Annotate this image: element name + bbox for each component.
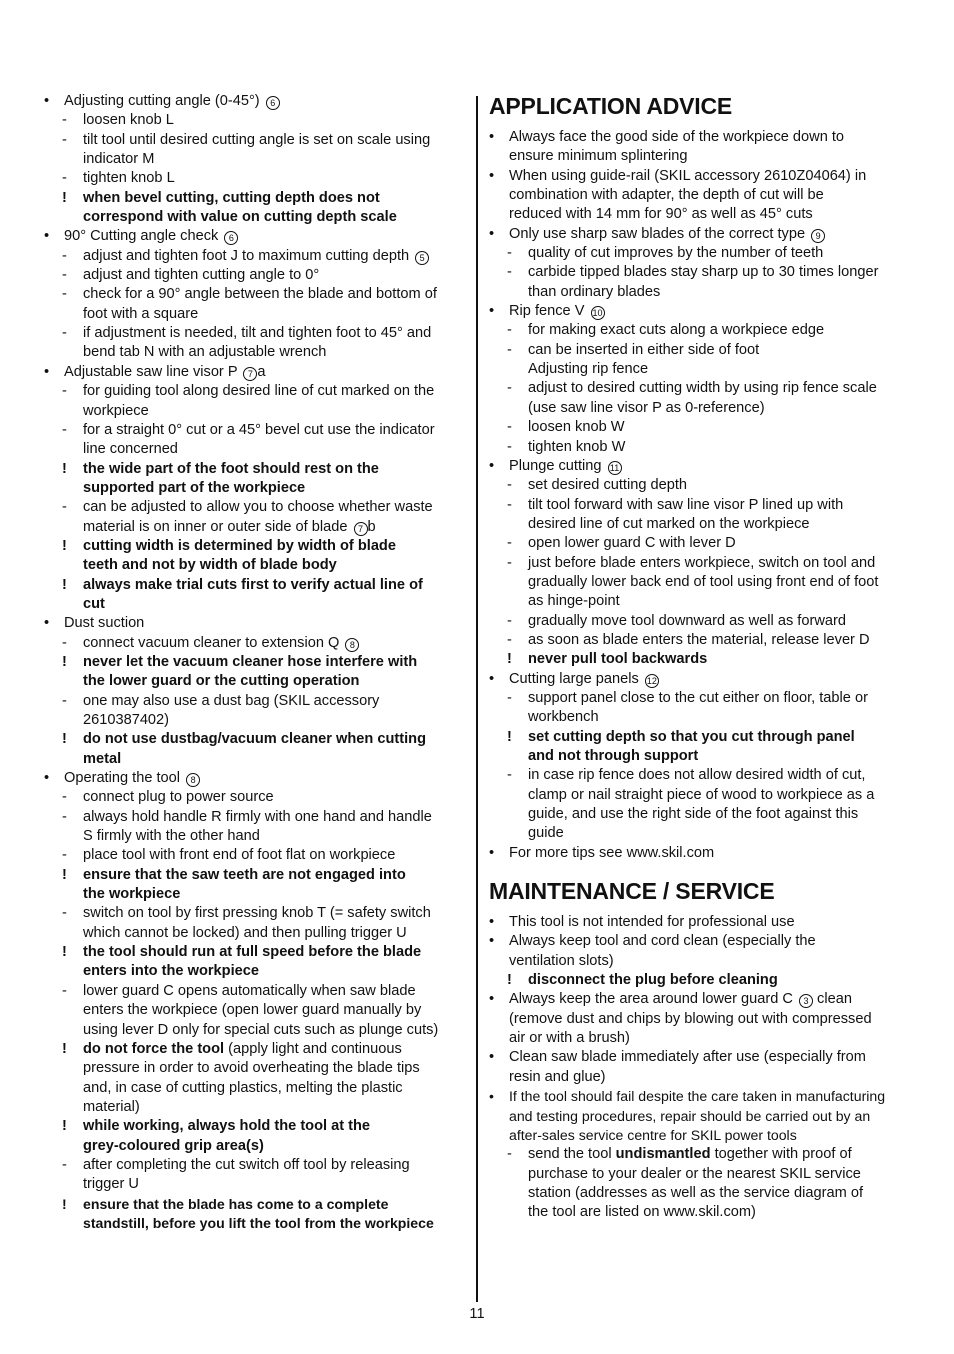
circled-figure-number-icon: 9 [811, 229, 825, 243]
circled-figure-number-icon: 8 [345, 638, 359, 652]
dash-marker: - [62, 789, 67, 806]
sub-item [42, 324, 468, 363]
item-text: send the tool [528, 1146, 616, 1163]
list-item [42, 92, 468, 111]
bullet-marker: • [44, 93, 50, 109]
sub-item [42, 634, 468, 653]
item-text: (apply light and continuous [224, 1040, 402, 1057]
list-item [487, 167, 915, 225]
sub-item [487, 534, 915, 553]
sub-item [42, 982, 468, 1040]
item-text: in case rip fence does not allow desired width of cut, [528, 767, 866, 784]
item-text: Only use sharp saw blades of the correct type [509, 225, 806, 242]
item-text: which cannot be locked) and then pulling trigger U [83, 924, 407, 941]
circled-figure-number-icon: 7 [354, 522, 368, 536]
item-text: can be adjusted to allow you to choose whether waste [83, 499, 433, 516]
bullet-marker: • [489, 1049, 495, 1066]
item-text: disconnect the plug before cleaning [528, 972, 778, 989]
bullet-marker: • [489, 303, 495, 320]
sub-item [42, 285, 468, 324]
item-text: 90° Cutting angle check [64, 228, 219, 245]
dash-marker: - [62, 1156, 67, 1173]
warning-marker: ! [62, 537, 67, 554]
item-text: workpiece [83, 402, 149, 419]
item-text: loosen knob W [528, 419, 625, 436]
list-item [42, 769, 468, 788]
item-text: Operating the tool [64, 770, 181, 787]
item-text: Cutting large panels [509, 670, 639, 687]
item-text: set cutting depth so that you cut through panel [528, 728, 855, 745]
dash-marker: - [62, 808, 67, 825]
item-text: always make trial cuts first to verify actual line of [83, 576, 423, 593]
dash-marker: - [507, 767, 512, 784]
page-number: 11 [469, 1306, 485, 1322]
item-text: if adjustment is needed, tilt and tighten foot to 45° and [83, 325, 432, 342]
item-text: the tool should run at full speed before the blade [83, 944, 422, 961]
item-text: always hold handle R firmly with one hand and handle [83, 808, 432, 825]
sub-item [42, 846, 468, 865]
emphasis-text: undismantled [615, 1146, 711, 1163]
bullet-marker: • [489, 844, 495, 861]
warning-marker: ! [507, 972, 512, 989]
dash-marker: - [507, 689, 512, 706]
list-item [487, 844, 915, 863]
item-text: Dust suction [64, 615, 145, 632]
item-text: gradually move tool downward as well as forward [528, 612, 846, 629]
warning-marker: ! [62, 189, 67, 206]
warning-marker: ! [62, 1040, 67, 1057]
sub-item [487, 418, 915, 437]
figure-suffix: b [367, 518, 376, 535]
circled-figure-number-icon: 6 [266, 96, 280, 110]
dash-marker: - [507, 631, 512, 648]
bullet-marker: • [489, 167, 495, 184]
dash-marker: - [507, 554, 512, 571]
figure-suffix: a [257, 363, 266, 380]
dash-marker: - [62, 383, 67, 400]
item-text: bend tab N with an adjustable wrench [83, 344, 327, 361]
warning-item [42, 189, 468, 228]
sub-item [42, 382, 468, 421]
item-text: ensure that the blade has come to a complete [83, 1195, 389, 1212]
item-text: Always face the good side of the workpiece down to [509, 129, 845, 145]
dash-marker: - [62, 905, 67, 922]
item-text: desired line of cut marked on the workpiece [528, 515, 810, 532]
item-text: while working, always hold the tool at the [83, 1118, 371, 1135]
warning-marker: ! [507, 651, 512, 668]
item-text: the workpiece [83, 886, 181, 903]
dash-marker: - [507, 438, 512, 455]
item-text: correspond with value on cutting depth scale [83, 209, 397, 226]
dash-marker: - [507, 341, 512, 358]
dash-marker: - [507, 419, 512, 436]
sub-item [42, 111, 468, 130]
warning-item [42, 730, 468, 769]
sub-item [487, 496, 915, 535]
dash-marker: - [507, 380, 512, 397]
warning-marker: ! [62, 731, 67, 748]
item-text: S firmly with the other hand [83, 828, 260, 845]
item-text: supported part of the workpiece [83, 479, 306, 496]
sub-item [42, 247, 468, 266]
warning-item [42, 653, 468, 692]
left-column [42, 92, 468, 1233]
item-text: combination with adapter, the depth of cut will be [509, 187, 824, 204]
bullet-marker: • [489, 933, 495, 950]
dash-marker: - [62, 692, 67, 709]
item-text: Rip fence V [509, 303, 585, 320]
item-text: Adjusting rip fence [528, 361, 649, 378]
bullet-marker: • [489, 914, 495, 931]
dash-marker: - [62, 267, 67, 284]
warning-marker: ! [62, 653, 67, 670]
sub-item [487, 766, 915, 843]
dash-marker: - [507, 535, 512, 552]
item-text: Adjustable saw line visor P [64, 363, 238, 380]
item-text: tilt tool until desired cutting angle is set on scale using [83, 131, 431, 148]
item-text: than ordinary blades [528, 283, 661, 300]
sub-item [487, 631, 915, 650]
list-item [487, 457, 915, 476]
item-text: purchase to your dealer or the nearest SKIL service [528, 1165, 861, 1182]
item-text: adjust to desired cutting width by using rip fence scale [528, 380, 877, 397]
item-text: Always keep the area around lower guard C [509, 991, 793, 1008]
item-text: ensure that the saw teeth are not engaged into [83, 866, 406, 883]
item-text: enters the workpiece (open lower guard manually by [83, 1002, 422, 1019]
bullet-marker: • [44, 615, 50, 632]
circled-figure-number-icon: 7 [243, 367, 257, 381]
item-text: When using guide-rail (SKIL accessory 2610Z04064) in [509, 167, 867, 184]
sub-item [487, 476, 915, 495]
item-text: metal [83, 750, 122, 767]
column-divider [476, 96, 478, 1302]
bullet-marker: • [44, 363, 50, 380]
item-text: for guiding tool along desired line of cut marked on the [83, 383, 435, 400]
sub-item [487, 244, 915, 263]
item-text: the wide part of the foot should rest on the [83, 460, 379, 477]
item-text: using lever D only for special cuts such as plunge cuts) [83, 1021, 439, 1038]
item-text: clean [813, 991, 852, 1008]
dash-marker: - [62, 170, 67, 187]
circled-figure-number-icon: 11 [608, 461, 622, 475]
sub-item [487, 438, 915, 457]
item-text: can be inserted in either side of foot [528, 341, 760, 358]
item-text: Always keep tool and cord clean (especially the [509, 933, 816, 950]
dash-marker: - [62, 325, 67, 342]
circled-figure-number-icon: 8 [186, 773, 200, 787]
dash-marker: - [507, 477, 512, 494]
sub-item [487, 263, 915, 302]
emphasis-text: do not force the tool [83, 1040, 225, 1057]
dash-marker: - [507, 322, 512, 339]
warning-marker: ! [62, 1118, 67, 1135]
warning-item [42, 460, 468, 499]
item-text: Plunge cutting [509, 457, 602, 474]
item-text: This tool is not intended for professional use [509, 914, 795, 931]
item-text: tilt tool forward with saw line visor P lined up with [528, 496, 844, 513]
section-heading: APPLICATION ADVICE [489, 93, 733, 119]
item-text: when bevel cutting, cutting depth does not [83, 189, 380, 206]
item-text: quality of cut improves by the number of teeth [528, 245, 824, 262]
item-text: clamp or nail straight piece of wood to workpiece as a [528, 786, 875, 803]
sub-item [487, 554, 915, 612]
warning-item [42, 537, 468, 576]
warning-item [487, 650, 915, 669]
item-text: (use saw line visor P as 0-reference) [528, 399, 765, 416]
item-text: (remove dust and chips by blowing out with compressed [509, 1010, 872, 1027]
dash-marker: - [62, 499, 67, 516]
sub-item [42, 266, 468, 285]
sub-item [42, 788, 468, 807]
item-text: indicator M [83, 151, 155, 168]
item-text: just before blade enters workpiece, switch on tool and [528, 554, 876, 571]
dash-marker: - [62, 982, 67, 999]
item-text: connect plug to power source [83, 789, 274, 806]
warning-item [42, 866, 468, 905]
item-text: the tool are listed on www.skil.com) [528, 1204, 756, 1221]
item-text: for making exact cuts along a workpiece edge [528, 322, 825, 339]
item-text: teeth and not by width of blade body [83, 557, 337, 574]
warning-marker: ! [62, 576, 67, 593]
warning-item [42, 1117, 468, 1156]
section-heading: MAINTENANCE / SERVICE [489, 878, 775, 905]
item-text: place tool with front end of foot flat on workpiece [83, 847, 396, 864]
dash-marker: - [62, 247, 67, 264]
right-column [487, 92, 915, 1223]
item-text: and, in case of cutting plastics, melting the plastic [83, 1079, 403, 1096]
bullet-marker: • [489, 129, 495, 145]
item-text: after-sales service centre for SKIL power tools [509, 1126, 797, 1143]
item-text: resin and glue) [509, 1068, 606, 1085]
item-text: air or with a brush) [509, 1030, 630, 1047]
item-text: open lower guard C with lever D [528, 535, 736, 552]
subheading-text [487, 360, 915, 379]
item-text: one may also use a dust bag (SKIL accessory [83, 692, 380, 709]
item-text: guide [528, 825, 564, 842]
item-text: adjust and tighten cutting angle to 0° [83, 267, 320, 284]
item-text: as soon as blade enters the material, release lever D [528, 631, 870, 648]
warning-marker: ! [62, 866, 67, 883]
item-text: For more tips see www.skil.com [509, 844, 715, 861]
item-text: lower guard C opens automatically when saw blade [83, 982, 416, 999]
item-text: check for a 90° angle between the blade and bottom of [83, 286, 437, 303]
list-item [487, 1087, 915, 1145]
item-text: 2610387402) [83, 712, 170, 728]
sub-item [487, 379, 915, 418]
warning-marker: ! [62, 1195, 67, 1212]
item-text: never let the vacuum cleaner hose interfere with [83, 653, 418, 670]
item-text: never pull tool backwards [528, 651, 708, 668]
dash-marker: - [507, 1146, 512, 1163]
sub-item [42, 421, 468, 460]
list-item [487, 913, 915, 932]
warning-item [42, 1040, 468, 1117]
list-item [487, 990, 915, 1048]
dash-marker: - [62, 286, 67, 303]
circled-figure-number-icon: 5 [415, 251, 429, 265]
dash-marker: - [62, 421, 67, 438]
bullet-marker: • [489, 225, 495, 242]
warning-marker: ! [62, 460, 67, 477]
list-item [42, 227, 468, 246]
dash-marker: - [62, 131, 67, 148]
warning-marker: ! [507, 728, 512, 745]
item-text: and not through support [528, 748, 699, 764]
sub-item [42, 131, 468, 170]
item-text: Clean saw blade immediately after use (especially from [509, 1049, 866, 1066]
dash-marker: - [62, 112, 67, 129]
item-text: ensure minimum splintering [509, 148, 688, 165]
item-text: the lower guard or the cutting operation [83, 673, 360, 690]
dash-marker: - [62, 847, 67, 864]
item-text: switch on tool by first pressing knob T (= safety switch [83, 905, 431, 922]
sub-item [487, 321, 915, 340]
item-text: support panel close to the cut either on floor, table or [528, 689, 868, 706]
item-text: reduced with 14 mm for 90° as well as 45° cuts [509, 206, 813, 223]
sub-item [487, 689, 915, 728]
item-text: as hinge-point [528, 593, 620, 610]
list-item [42, 614, 468, 633]
circled-figure-number-icon: 12 [646, 675, 657, 686]
list-item [487, 302, 915, 321]
item-text: connect vacuum cleaner to extension Q [83, 634, 340, 651]
item-text: cutting width is determined by width of blade [83, 537, 396, 554]
item-text: grey-coloured grip area(s) [83, 1137, 264, 1154]
dash-marker: - [62, 634, 67, 651]
item-text: guide, and use the right side of the foot against this [528, 806, 859, 823]
dash-marker: - [507, 245, 512, 262]
list-item [487, 1048, 915, 1087]
item-text: If the tool should fail despite the care taken in manufacturing [509, 1088, 886, 1105]
warning-item [42, 576, 468, 615]
bullet-marker: • [44, 770, 50, 787]
item-text: tighten knob W [528, 438, 626, 455]
item-text: line concerned [83, 441, 178, 458]
list-item [487, 670, 915, 689]
item-text: standstill, before you lift the tool from the workpiece [83, 1214, 434, 1231]
item-text: together with proof of [710, 1146, 852, 1163]
item-text: and testing procedures, repair should be carried out by an [509, 1107, 871, 1124]
sub-item [42, 1156, 468, 1195]
bullet-marker: • [489, 991, 495, 1008]
dash-marker: - [507, 264, 512, 281]
list-item [487, 128, 915, 167]
dash-marker: - [507, 496, 512, 513]
item-text: set desired cutting depth [528, 477, 688, 494]
circled-figure-number-icon: 6 [224, 231, 238, 245]
list-item [487, 225, 915, 244]
item-text: gradually lower back end of tool using front end of foot [528, 573, 879, 590]
warning-item [42, 1195, 468, 1234]
item-text: carbide tipped blades stay sharp up to 30 times longer [528, 264, 879, 281]
sub-item [42, 692, 468, 731]
item-text: after completing the cut switch off tool by releasing [83, 1156, 410, 1173]
circled-figure-number-icon: 10 [592, 308, 603, 319]
item-text: tighten knob L [83, 170, 175, 187]
sub-item [42, 904, 468, 943]
circled-figure-number-icon: 3 [799, 994, 813, 1008]
section-spacer [487, 863, 915, 877]
item-text: pressure in order to avoid overheating the blade tips [83, 1060, 420, 1077]
bullet-marker: • [489, 670, 495, 687]
item-text: material) [83, 1098, 140, 1115]
bullet-marker: • [489, 457, 495, 474]
sub-item [42, 169, 468, 188]
item-text: for a straight 0° cut or a 45° bevel cut use the indicator [83, 421, 435, 438]
warning-item [42, 943, 468, 982]
sub-item [487, 1145, 915, 1222]
bullet-marker: • [489, 1088, 494, 1105]
item-text: adjust and tighten foot J to maximum cutting depth [83, 247, 410, 264]
bullet-marker: • [44, 228, 50, 245]
item-text: do not use dustbag/vacuum cleaner when cutting [83, 731, 426, 748]
warning-marker: ! [62, 944, 67, 961]
sub-item [487, 341, 915, 360]
list-item [487, 932, 915, 971]
sub-item [42, 498, 468, 537]
sub-item [487, 612, 915, 631]
item-text: foot with a square [83, 305, 199, 322]
item-text: enters into the workpiece [83, 963, 259, 980]
item-text: trigger U [83, 1176, 139, 1193]
dash-marker: - [507, 612, 512, 629]
item-text: material is on inner or outer side of blade [83, 518, 348, 535]
sub-item [42, 808, 468, 847]
warning-item [487, 728, 915, 767]
item-text: ventilation slots) [509, 952, 614, 969]
warning-item [487, 971, 915, 990]
item-text: workbench [528, 709, 599, 726]
item-text: Adjusting cutting angle (0-45°) [64, 93, 260, 109]
item-text: loosen knob L [83, 112, 174, 129]
item-text: station (addresses as well as the service diagram of [528, 1184, 864, 1201]
list-item [42, 363, 468, 382]
item-text: cut [83, 595, 105, 612]
